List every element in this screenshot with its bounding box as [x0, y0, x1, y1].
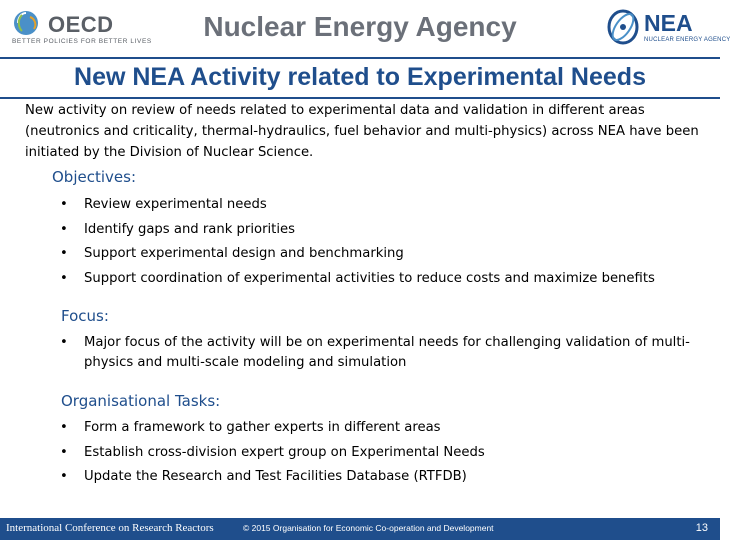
list-item: • Review experimental needs: [60, 193, 710, 218]
tasks-list: [60, 416, 700, 490]
footer-conference: International Conference on Research Reactors: [6, 522, 214, 534]
title-bar: [0, 57, 720, 99]
list-item: • Major focus of the activity will be on experimental needs for challenging validation of multi-physics and multi-scale modeling and simulation: [60, 333, 700, 373]
intro-paragraph: New activity on review of needs related to experimental data and validation in different areas (neutronics and criticality, thermal-hydraulics, fuel behavior and multi-physics) across NEA have been initiated by the Division of Nuclear Science.: [25, 103, 699, 160]
nea-logo: [606, 6, 730, 50]
focus-label: Focus:: [61, 307, 109, 325]
oecd-logo: [12, 9, 152, 49]
list-item: • Form a framework to gather experts in different areas: [60, 416, 700, 441]
oecd-globe-icon: [12, 9, 44, 37]
agency-title: Nuclear Energy Agency: [203, 11, 517, 42]
list-item: • Update the Research and Test Facilities Database (RTFDB): [60, 465, 700, 490]
list-item: • Support experimental design and benchmarking: [60, 242, 710, 267]
oecd-tagline: BETTER POLICIES FOR BETTER LIVES: [12, 38, 152, 45]
slide-header: [0, 0, 730, 56]
list-item: • Support coordination of experimental activities to reduce costs and maximize benefits: [60, 267, 710, 292]
list-item: • Establish cross-division expert group on Experimental Needs: [60, 441, 700, 466]
slide-title: New NEA Activity related to Experimental Needs: [74, 63, 646, 91]
objectives-label: Objectives:: [52, 168, 136, 186]
nea-atom-icon: [606, 8, 640, 46]
page-number: 13: [695, 522, 708, 534]
slide-footer: [0, 518, 720, 540]
objectives-list: [60, 193, 710, 291]
nea-logo-text: NEA: [644, 10, 693, 36]
tasks-label: Organisational Tasks:: [61, 392, 221, 410]
focus-list: [60, 333, 700, 373]
oecd-logo-text: OECD: [48, 12, 114, 37]
list-item: • Identify gaps and rank priorities: [60, 218, 710, 243]
nea-tagline: NUCLEAR ENERGY AGENCY: [644, 37, 730, 43]
footer-copyright: © 2015 Organisation for Economic Co-operation and Development: [243, 523, 494, 533]
